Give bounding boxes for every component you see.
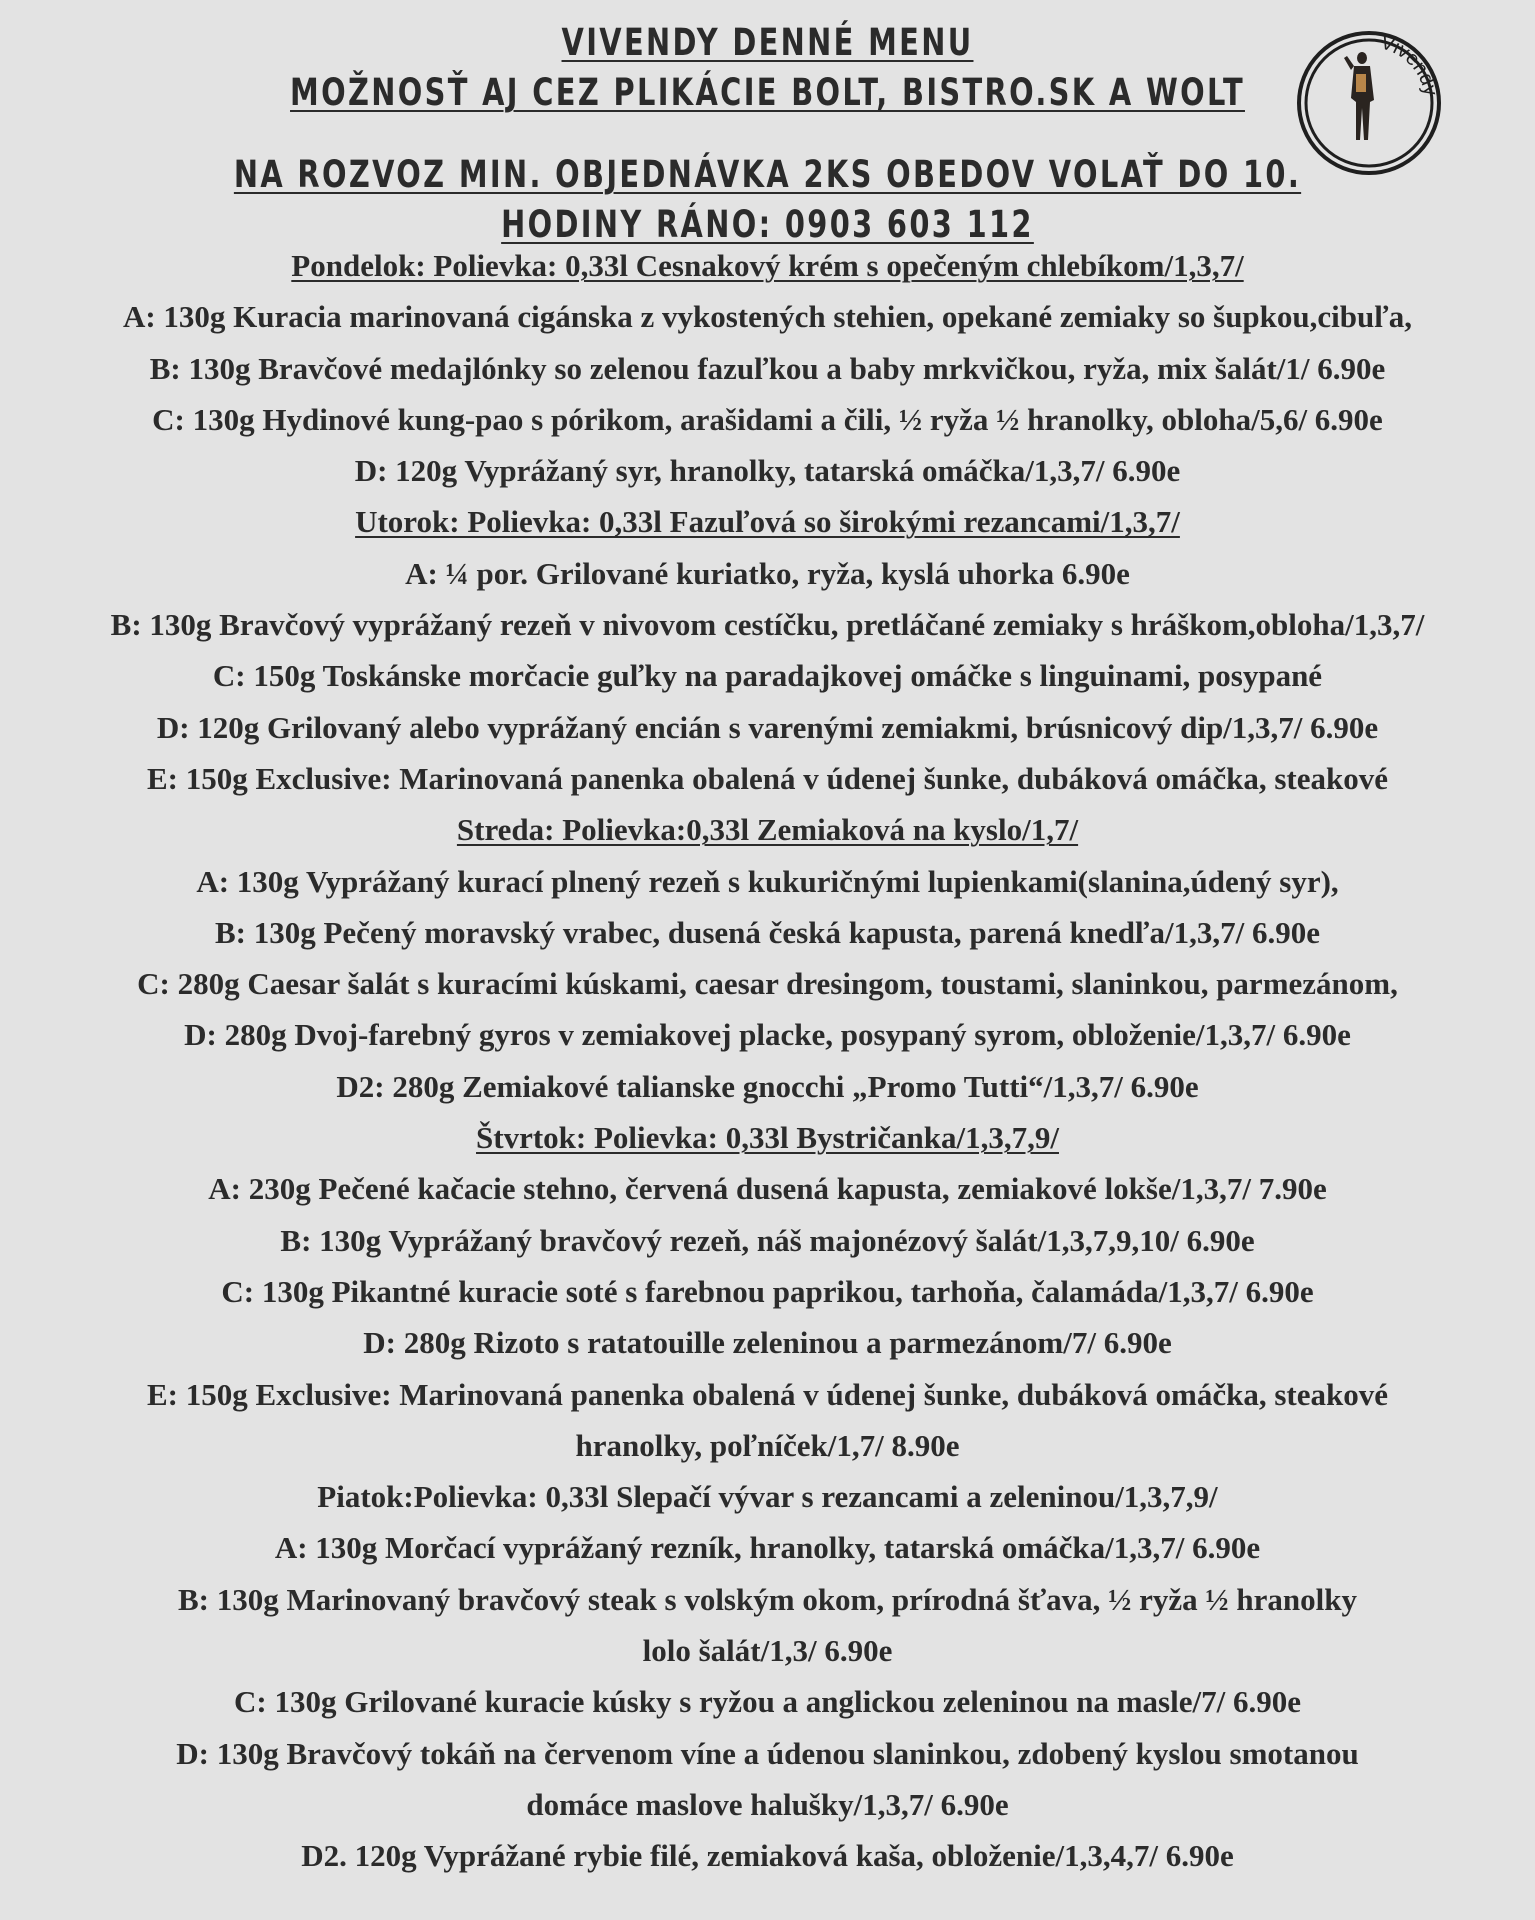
header-title: VIVENDY DENNÉ MENU [561,21,974,64]
thursday-soup-title: Štvrtok: Polievka: 0,33l Bystričanka/1,3,7,9/ [476,1120,1059,1156]
thursday-item-e: E: 150g Exclusive: Marinovaná panenka obalená v údenej šunke, dubáková omáčka, steakové [146,1376,1389,1412]
friday-item-b-continued: lolo šalát/1,3/ 6.90e [642,1633,893,1669]
wednesday-item-c: C: 280g Caesar šalát s kuracími kúskami, caesar dresingom, toustami, slaninkou, parmezánom, [137,966,1398,1002]
weekly-menu [0,240,1535,1882]
header-phone: HODINY RÁNO: 0903 603 112 [501,203,1034,246]
vivendy-logo [1296,30,1442,176]
wednesday-soup-title: Streda: Polievka:0,33l Zemiaková na kyslo/1,7/ [456,812,1079,848]
tuesday-item-a: A: ¼ por. Grilované kuriatko, ryža, kyslá uhorka 6.90e [405,555,1130,591]
wednesday-item-a: A: 130g Vyprážaný kurací plnený rezeň s kukuričnými lupienkami(slanina,údený syr), [196,863,1339,899]
wednesday-item-d: D: 280g Dvoj-farebný gyros v zemiakovej placke, posypaný syrom, obloženie/1,3,7/ 6.90e [184,1017,1351,1053]
wednesday-item-d2: D2: 280g Zemiakové talianske gnocchi „Promo Tutti“/1,3,7/ 6.90e [336,1068,1199,1104]
thursday-item-a: A: 230g Pečené kačacie stehno, červená dusená kapusta, zemiakové lokše/1,3,7/ 7.90e [208,1171,1327,1207]
friday-item-d2: D2. 120g Vyprážané rybie filé, zemiaková kaša, obloženie/1,3,4,7/ 6.90e [301,1838,1234,1874]
tuesday-item-e: E: 150g Exclusive: Marinovaná panenka obalená v údenej šunke, dubáková omáčka, steakové [146,760,1389,796]
tuesday-soup-title: Utorok: Polievka: 0,33l Fazuľová so širokými rezancami/1,3,7/ [355,504,1180,540]
friday-item-c: C: 130g Grilované kuracie kúsky s ryžou a anglickou zeleninou na masle/7/ 6.90e [234,1684,1301,1720]
friday-item-a: A: 130g Morčací vyprážaný rezník, hranolky, tatarská omáčka/1,3,7/ 6.90e [274,1530,1261,1566]
header-delivery-note: NA ROZVOZ MIN. OBJEDNÁVKA 2KS OBEDOV VOLAŤ DO 10. [233,153,1302,196]
monday-item-b: B: 130g Bravčové medajlónky so zelenou fazuľkou a baby mrkvičkou, ryža, mix šalát/1/ 6.90e [149,350,1386,386]
monday-item-c: C: 130g Hydinové kung-pao s pórikom, arašidami a čili, ½ ryža ½ hranolky, obloha/5,6/ 6.90e [152,401,1383,437]
thursday-item-b: B: 130g Vyprážaný bravčový rezeň, náš majonézový šalát/1,3,7,9,10/ 6.90e [280,1222,1255,1258]
friday-item-d-continued: domáce maslove halušky/1,3,7/ 6.90e [526,1786,1009,1822]
monday-item-a: A: 130g Kuracia marinovaná cigánska z vykostených stehien, opekané zemiaky so šupkou,cibuľa, [122,299,1413,335]
tuesday-item-b: B: 130g Bravčový vyprážaný rezeň v nivovom cestíčku, pretláčané zemiaky s hráškom,obloha/1,3,7/ [110,607,1425,643]
tuesday-item-d: D: 120g Grilovaný alebo vyprážaný encián s varenými zemiakmi, brúsnicový dip/1,3,7/ 6.90e [156,709,1379,745]
friday-item-b: B: 130g Marinovaný bravčový steak s volským okom, prírodná šťava, ½ ryža ½ hranolky [178,1581,1357,1617]
header-apps-note: MOŽNOSŤ AJ CEZ PLIKÁCIE BOLT, BISTRO.SK A WOLT [290,71,1245,114]
wednesday-item-b: B: 130g Pečený moravský vrabec, dusená česká kapusta, parená knedľa/1,3,7/ 6.90e [214,914,1321,950]
monday-item-d: D: 120g Vyprážaný syr, hranolky, tatarská omáčka/1,3,7/ 6.90e [354,453,1181,489]
tuesday-item-c: C: 150g Toskánske morčacie guľky na paradajkovej omáčke s linguinami, posypané [212,658,1323,694]
thursday-item-d: D: 280g Rizoto s ratatouille zeleninou a parmezánom/7/ 6.90e [363,1325,1172,1361]
gentleman-figure-icon [1344,52,1374,140]
thursday-item-e-continued: hranolky, poľníček/1,7/ 8.90e [575,1427,960,1463]
svg-text:Vivendy [1378,31,1441,97]
friday-soup-title: Piatok:Polievka: 0,33l Slepačí vývar s rezancami a zeleninou/1,3,7,9/ [317,1479,1218,1515]
friday-item-d: D: 130g Bravčový tokáň na červenom víne a údenou slaninkou, zdobený kyslou smotanou [176,1735,1359,1771]
menu-header [169,18,1366,250]
logo-wordmark: Vivendy [1378,31,1442,98]
monday-soup-title: Pondelok: Polievka: 0,33l Cesnakový krém s opečeným chlebíkom/1,3,7/ [291,248,1244,283]
thursday-item-c: C: 130g Pikantné kuracie soté s farebnou paprikou, tarhoňa, čalamáda/1,3,7/ 6.90e [221,1273,1314,1309]
